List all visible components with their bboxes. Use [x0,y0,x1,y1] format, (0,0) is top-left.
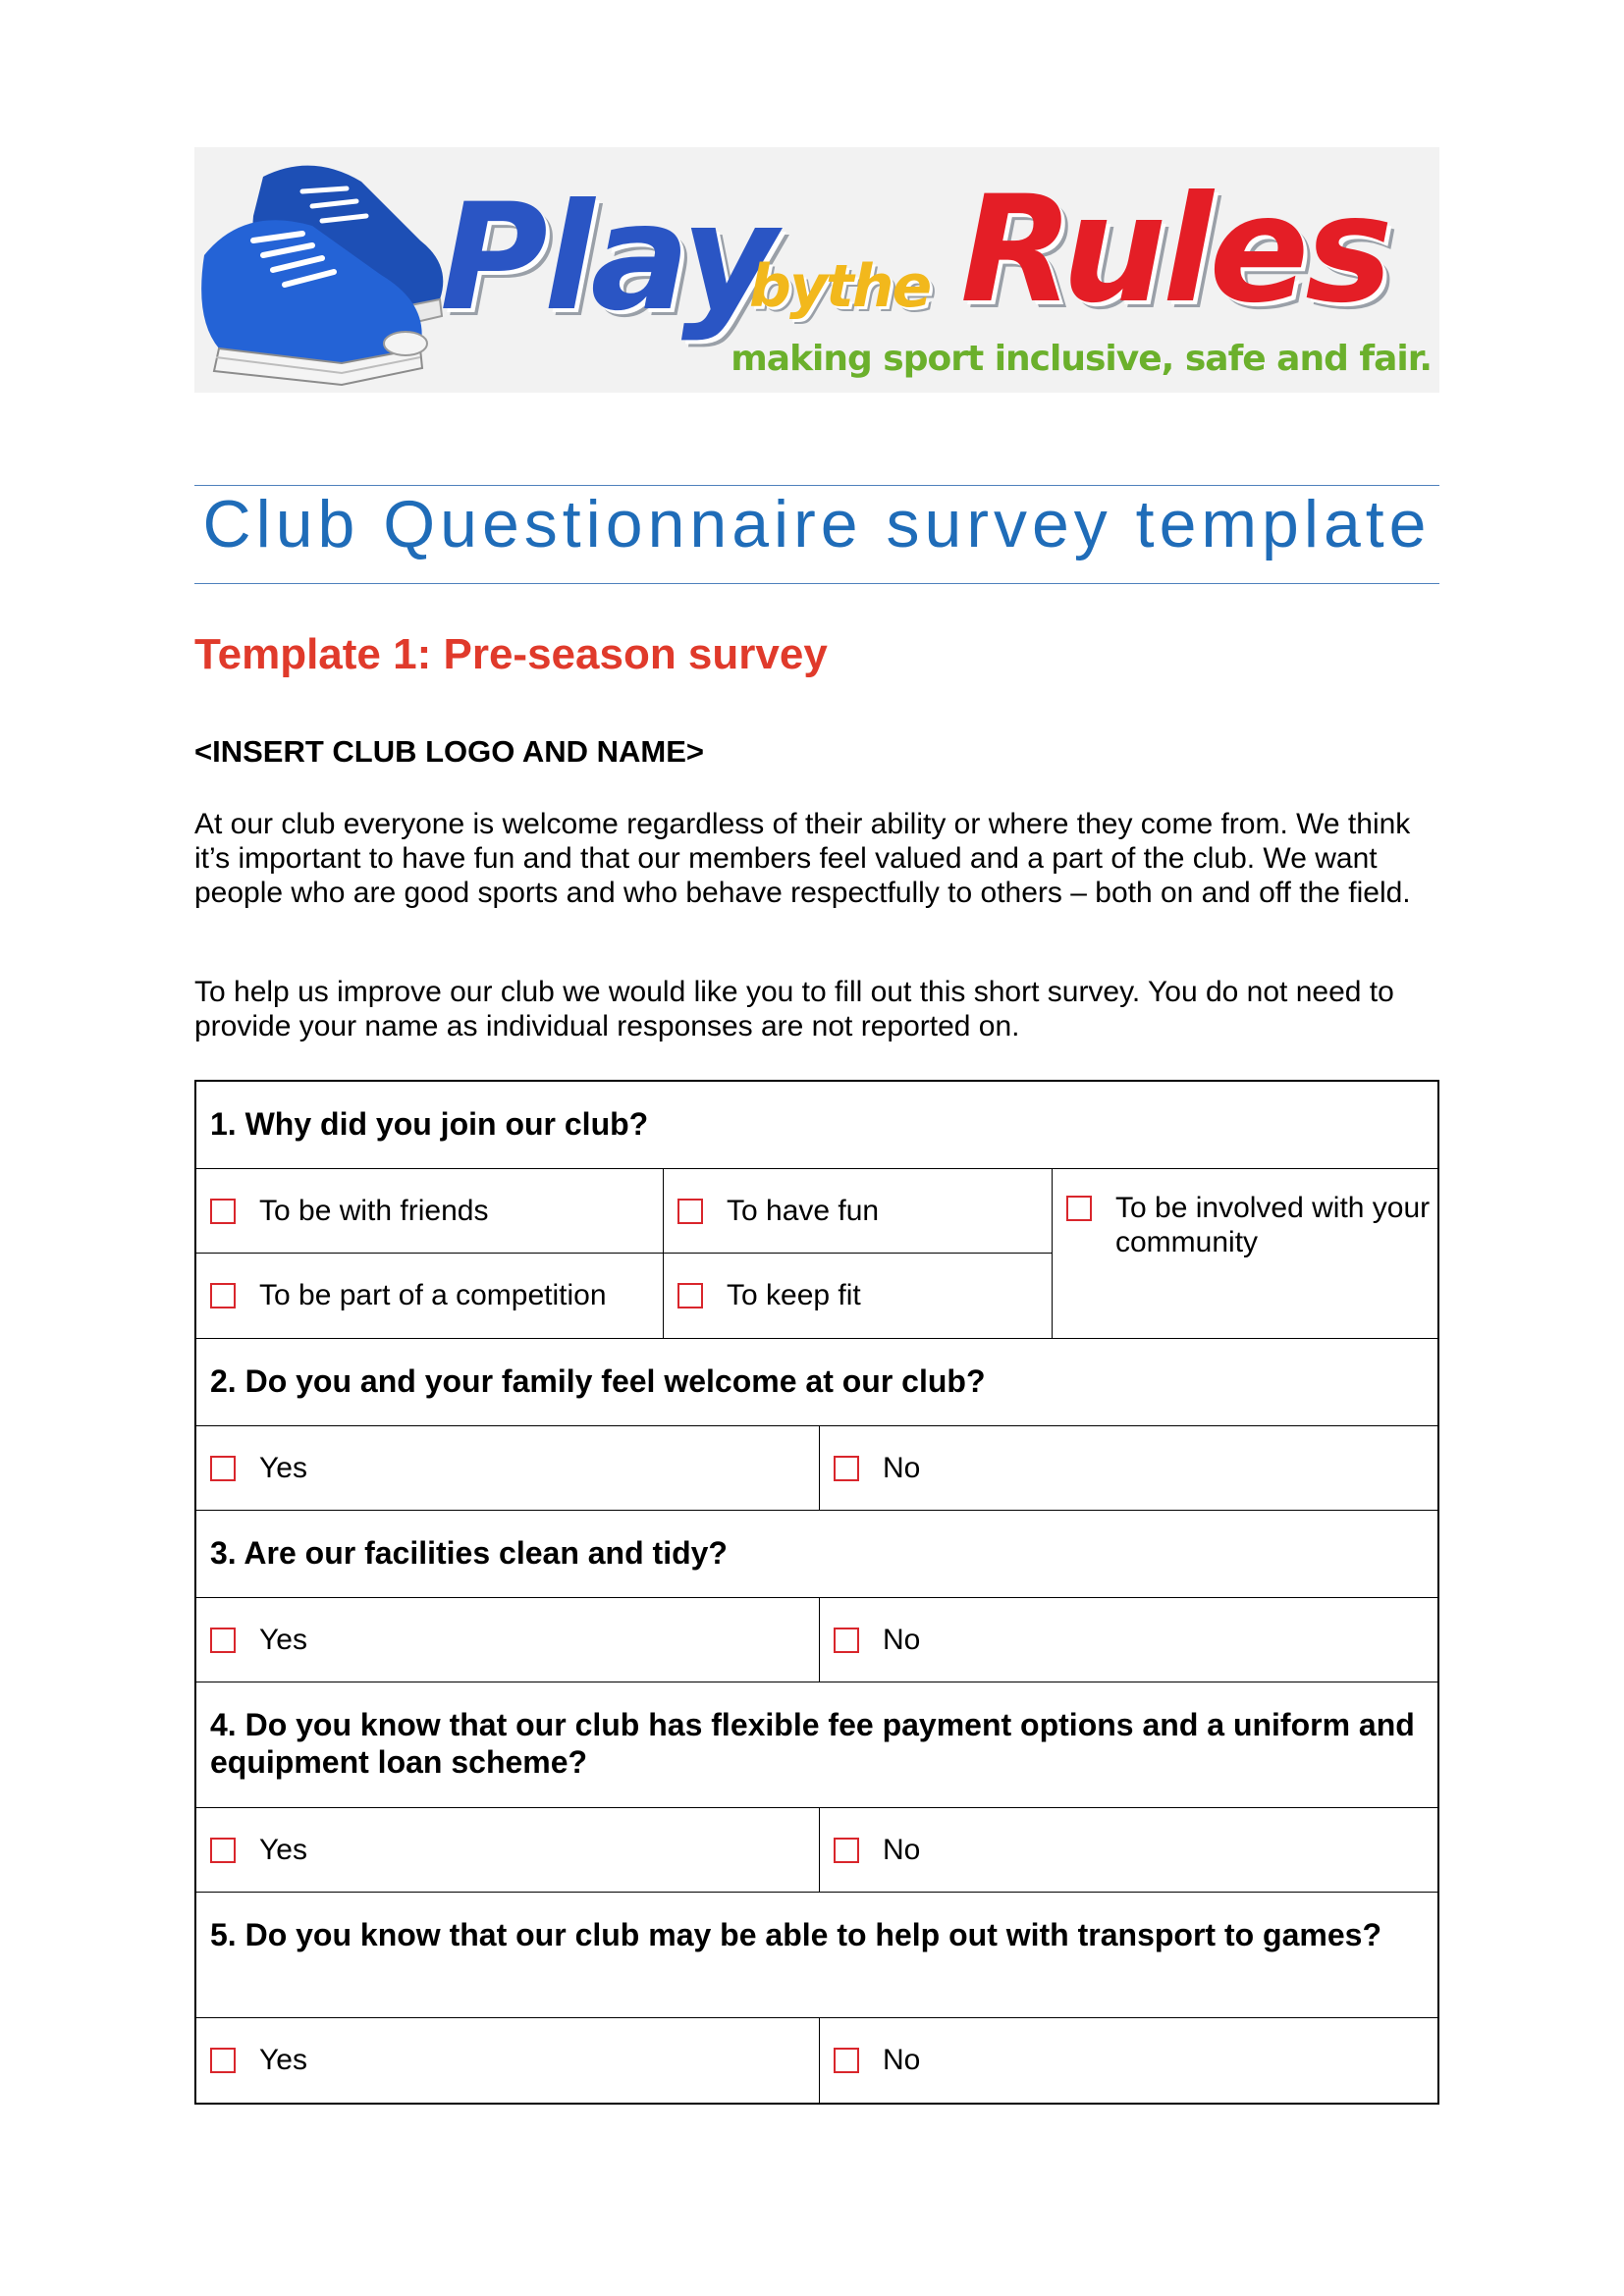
answer-label: Yes [259,1451,307,1484]
logo-tagline: making sport inclusive, safe and fair. [731,339,1432,379]
intro-paragraph-1: At our club everyone is welcome regardless of their ability or where they come from. We think it’s important to have fun and that our members feel valued and a part of the club. We want people who are good sports and who behave respectfully to others – both on and off the field. [194,808,1411,909]
question-1: 1. Why did you join our club? [196,1082,1437,1169]
answer-label: No [883,1623,921,1656]
template-subtitle: Template 1: Pre-season survey [194,630,828,678]
answer-label: Yes [259,2044,307,2076]
checkbox[interactable] [210,1628,236,1653]
option-keep-fit[interactable] [663,1254,1052,1338]
option-label: To keep fit [727,1279,861,1311]
checkbox[interactable] [210,2048,236,2073]
checkbox[interactable] [210,1199,236,1224]
answer-label: Yes [259,1623,307,1656]
title-bottom-rule [194,583,1439,584]
answer-label: Yes [259,1833,307,1866]
intro-paragraph-2: To help us improve our club we would like you to fill out this short survey. You do not need to provide your name as individual responses are not reported on. [194,976,1394,1042]
answer-yes[interactable] [196,1426,819,1510]
answer-yes[interactable] [196,2018,819,2103]
checkbox[interactable] [210,1283,236,1308]
checkbox[interactable] [677,1199,703,1224]
sneakers-icon [194,147,460,393]
option-competition[interactable] [196,1254,663,1338]
checkbox[interactable] [834,2048,859,2073]
answer-no[interactable] [819,1598,1437,1682]
question-4-answers [196,1808,1437,1893]
question-5-answers [196,2018,1437,2103]
option-label: To be part of a competition [259,1279,607,1311]
checkbox[interactable] [834,1628,859,1653]
logo-play-text: Play [440,173,774,344]
answer-label: No [883,1833,921,1866]
club-logo-placeholder: <INSERT CLUB LOGO AND NAME> [194,734,704,769]
survey-table [194,1080,1439,2105]
question-2-answers [196,1426,1437,1511]
option-label: To have fun [727,1194,880,1227]
option-with-friends[interactable] [196,1169,663,1254]
question-4: 4. Do you know that our club has flexible fee payment options and a uniform and equipment loan scheme? [196,1682,1437,1808]
question-3: 3. Are our facilities clean and tidy? [196,1511,1437,1598]
checkbox[interactable] [210,1838,236,1863]
answer-no[interactable] [819,1426,1437,1510]
question-2: 2. Do you and your family feel welcome at our club? [196,1339,1437,1426]
option-label: To be with friends [259,1194,489,1227]
answer-no[interactable] [819,2018,1437,2103]
answer-yes[interactable] [196,1598,819,1682]
logo-bythe-text: bythe [749,252,931,321]
question-5: 5. Do you know that our club may be able to help out with transport to games? [196,1893,1437,2018]
option-community[interactable] [1052,1169,1437,1338]
checkbox[interactable] [677,1283,703,1308]
answer-no[interactable] [819,1808,1437,1892]
answer-yes[interactable] [196,1808,819,1892]
question-3-answers [196,1598,1437,1682]
answer-label: No [883,1451,921,1484]
checkbox[interactable] [210,1456,236,1481]
checkbox[interactable] [834,1456,859,1481]
page-title: Club Questionnaire survey template [202,487,1432,561]
option-have-fun[interactable] [663,1169,1052,1254]
answer-label: No [883,2044,921,2076]
play-by-the-rules-logo [194,147,1439,393]
question-1-options [196,1169,1437,1339]
checkbox[interactable] [1066,1196,1092,1221]
option-label: To be involved with your community [1115,1192,1431,1258]
title-top-rule [194,485,1439,486]
checkbox[interactable] [834,1838,859,1863]
logo-rules-text: Rules [960,165,1389,336]
